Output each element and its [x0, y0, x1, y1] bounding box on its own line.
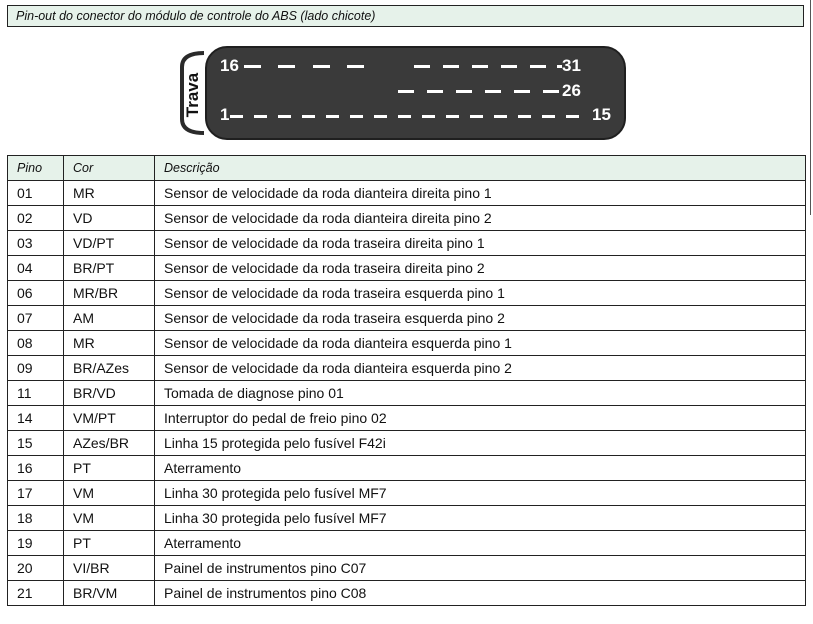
- pinout-table: [7, 155, 806, 606]
- pin-dash: [347, 65, 364, 68]
- pin-dash: [443, 65, 459, 68]
- cell-pin: 01: [8, 181, 64, 206]
- cell-color: AZes/BR: [64, 431, 155, 456]
- cell-description: Sensor de velocidade da roda dianteira esquerda pino 2: [155, 356, 806, 381]
- table-row: [8, 506, 806, 531]
- pin-dash: [302, 115, 315, 118]
- cell-description: Linha 30 protegida pelo fusível MF7: [155, 481, 806, 506]
- cell-color: VM/PT: [64, 406, 155, 431]
- pin-label-26: 26: [562, 81, 581, 100]
- cell-pin: 06: [8, 281, 64, 306]
- cell-description: Painel de instrumentos pino C08: [155, 581, 806, 606]
- cell-color: VI/BR: [64, 556, 155, 581]
- pin-label-16: 16: [220, 56, 239, 75]
- cell-pin: 14: [8, 406, 64, 431]
- cell-color: BR/VM: [64, 581, 155, 606]
- table-row: [8, 431, 806, 456]
- cell-color: VM: [64, 506, 155, 531]
- page-edge-line: [810, 0, 811, 215]
- cell-color: MR/BR: [64, 281, 155, 306]
- cell-color: PT: [64, 456, 155, 481]
- table-row: [8, 556, 806, 581]
- table-row: [8, 206, 806, 231]
- cell-color: BR/PT: [64, 256, 155, 281]
- table-row: [8, 331, 806, 356]
- lock-label: Trava: [183, 72, 202, 118]
- cell-description: Linha 15 protegida pelo fusível F42i: [155, 431, 806, 456]
- pin-label-15: 15: [592, 105, 611, 124]
- table-row: [8, 456, 806, 481]
- pin-label-31: 31: [562, 56, 581, 75]
- cell-pin: 08: [8, 331, 64, 356]
- cell-pin: 16: [8, 456, 64, 481]
- pin-dash: [313, 65, 330, 68]
- pin-dash: [326, 115, 339, 118]
- pin-dash: [427, 90, 443, 93]
- cell-description: Aterramento: [155, 456, 806, 481]
- pin-dash: [244, 65, 261, 68]
- page-title: Pin-out do conector do módulo de controle do ABS (lado chicote): [16, 9, 376, 23]
- title-bar: [7, 5, 804, 27]
- pin-label-1: 1: [220, 105, 230, 124]
- cell-pin: 18: [8, 506, 64, 531]
- cell-color: PT: [64, 531, 155, 556]
- cell-description: Sensor de velocidade da roda traseira direita pino 2: [155, 256, 806, 281]
- table-row: [8, 306, 806, 331]
- cell-color: VM: [64, 481, 155, 506]
- cell-description: Sensor de velocidade da roda traseira esquerda pino 2: [155, 306, 806, 331]
- pin-dash: [470, 115, 483, 118]
- cell-description: Sensor de velocidade da roda traseira direita pino 1: [155, 231, 806, 256]
- header-pino: Pino: [8, 156, 64, 181]
- pin-dash: [542, 115, 555, 118]
- pin-dash: [446, 115, 459, 118]
- pin-dash: [374, 115, 387, 118]
- pin-dash: [501, 65, 517, 68]
- table-row: [8, 181, 806, 206]
- cell-pin: 17: [8, 481, 64, 506]
- cell-description: Sensor de velocidade da roda dianteira direita pino 2: [155, 206, 806, 231]
- pin-dash: [557, 65, 562, 68]
- table-row: [8, 256, 806, 281]
- pin-dash: [485, 90, 501, 93]
- cell-pin: 04: [8, 256, 64, 281]
- pin-dash: [472, 65, 488, 68]
- pin-dash: [456, 90, 472, 93]
- header-cor: Cor: [64, 156, 155, 181]
- cell-pin: 15: [8, 431, 64, 456]
- pin-dash: [543, 90, 559, 93]
- pin-dash: [530, 65, 546, 68]
- pin-dash: [230, 115, 243, 118]
- pin-dash: [278, 65, 295, 68]
- table-row: [8, 231, 806, 256]
- table-row: [8, 356, 806, 381]
- pin-dash: [422, 115, 435, 118]
- pin-dash: [398, 90, 414, 93]
- table-row: [8, 481, 806, 506]
- cell-pin: 09: [8, 356, 64, 381]
- cell-description: Sensor de velocidade da roda dianteira esquerda pino 1: [155, 331, 806, 356]
- cell-color: MR: [64, 331, 155, 356]
- pin-dash: [398, 115, 411, 118]
- cell-description: Painel de instrumentos pino C07: [155, 556, 806, 581]
- pin-dash: [518, 115, 531, 118]
- connector-diagram: [205, 46, 626, 140]
- cell-pin: 07: [8, 306, 64, 331]
- cell-color: BR/AZes: [64, 356, 155, 381]
- table-row: [8, 581, 806, 606]
- table-row: [8, 406, 806, 431]
- table-row: [8, 281, 806, 306]
- table-header-row: [8, 156, 806, 181]
- cell-description: Aterramento: [155, 531, 806, 556]
- pin-dash: [494, 115, 507, 118]
- header-descricao: Descrição: [155, 156, 806, 181]
- cell-color: VD/PT: [64, 231, 155, 256]
- cell-description: Sensor de velocidade da roda dianteira direita pino 1: [155, 181, 806, 206]
- cell-pin: 03: [8, 231, 64, 256]
- cell-color: AM: [64, 306, 155, 331]
- pin-dash: [254, 115, 267, 118]
- pin-dash: [350, 115, 363, 118]
- pin-dash: [278, 115, 291, 118]
- cell-color: MR: [64, 181, 155, 206]
- pin-dash: [566, 115, 579, 118]
- cell-description: Linha 30 protegida pelo fusível MF7: [155, 506, 806, 531]
- cell-pin: 20: [8, 556, 64, 581]
- table-row: [8, 381, 806, 406]
- cell-pin: 19: [8, 531, 64, 556]
- pin-dash: [514, 90, 530, 93]
- pin-dash: [414, 65, 430, 68]
- cell-color: VD: [64, 206, 155, 231]
- cell-pin: 11: [8, 381, 64, 406]
- cell-color: BR/VD: [64, 381, 155, 406]
- cell-description: Interruptor do pedal de freio pino 02: [155, 406, 806, 431]
- cell-description: Tomada de diagnose pino 01: [155, 381, 806, 406]
- cell-pin: 21: [8, 581, 64, 606]
- cell-pin: 02: [8, 206, 64, 231]
- table-row: [8, 531, 806, 556]
- cell-description: Sensor de velocidade da roda traseira esquerda pino 1: [155, 281, 806, 306]
